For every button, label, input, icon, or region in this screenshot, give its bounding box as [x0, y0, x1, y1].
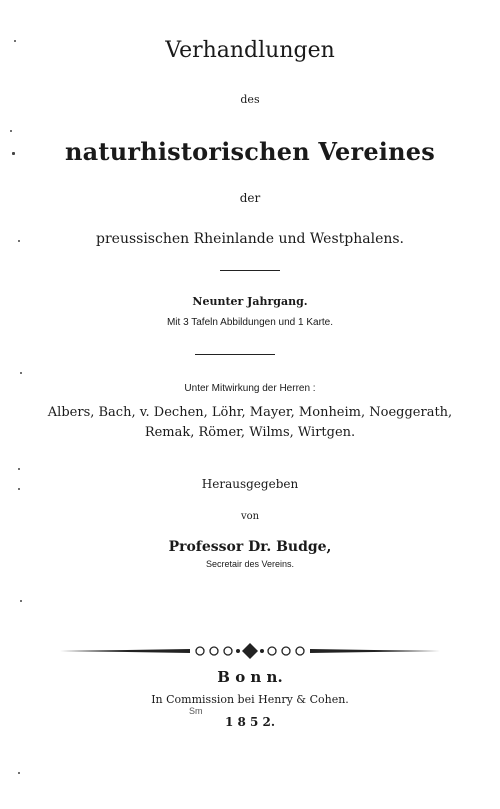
- margin-speck: [12, 152, 15, 155]
- margin-speck: [14, 40, 16, 42]
- volume-line: Neunter Jahrgang.: [192, 295, 308, 308]
- editor-role: Secretair des Vereins.: [205, 559, 295, 569]
- title-line-3: naturhistorischen Vereines: [65, 137, 435, 166]
- margin-speck: [18, 772, 20, 774]
- ornamental-rule: [0, 640, 500, 662]
- cooperation-heading: Unter Mitwirkung der Herren :: [184, 383, 316, 394]
- margin-speck: [10, 130, 12, 132]
- title-line-5: preussischen Rheinlande und Westphalens.: [96, 231, 404, 247]
- title-line-1: Verhandlungen: [165, 38, 335, 63]
- city-line: B o n n.: [217, 668, 283, 686]
- title-line-2: des: [240, 93, 260, 106]
- contributors-line-1: Albers, Bach, v. Dechen, Löhr, Mayer, Monheim, Noeggerath,: [47, 405, 453, 420]
- margin-speck: [18, 488, 20, 490]
- divider-1: [220, 270, 280, 271]
- edited-by: Herausgegeben: [201, 477, 299, 491]
- divider-2: [195, 354, 275, 355]
- handwritten-mark: Sm: [189, 706, 203, 716]
- von-line: von: [240, 511, 260, 522]
- title-line-4: der: [239, 191, 261, 205]
- publisher-line: In Commission bei Henry & Cohen.: [151, 693, 349, 706]
- margin-speck: [18, 240, 20, 242]
- margin-speck: [18, 468, 20, 470]
- margin-speck: [20, 372, 22, 374]
- year-line: 1 8 5 2.: [224, 715, 276, 729]
- contributors-line-2: Remak, Römer, Wilms, Wirtgen.: [144, 425, 356, 440]
- margin-speck: [20, 600, 22, 602]
- plates-line: Mit 3 Tafeln Abbildungen und 1 Karte.: [166, 317, 334, 328]
- editor-name: Professor Dr. Budge,: [168, 539, 332, 555]
